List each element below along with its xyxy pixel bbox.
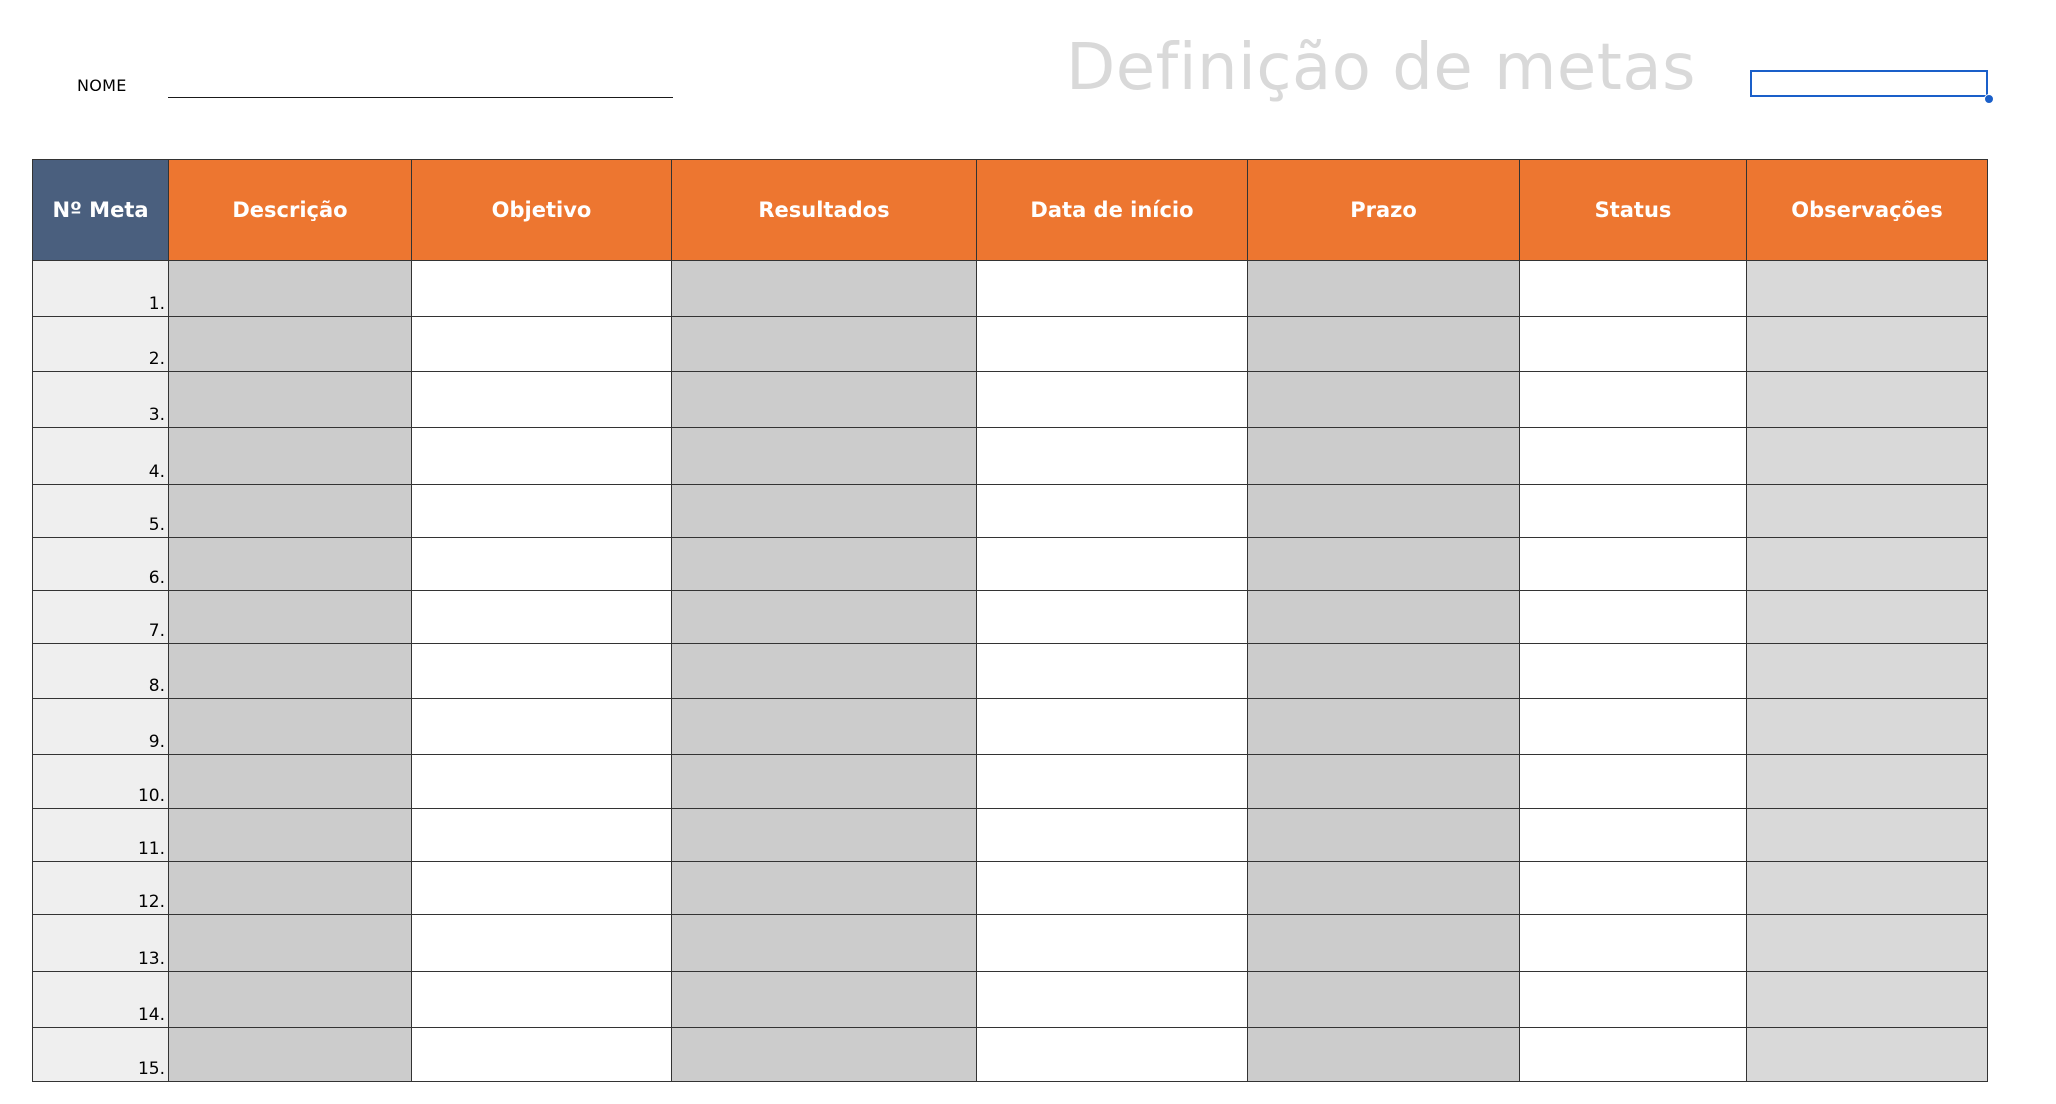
cell-status[interactable] — [1520, 372, 1747, 428]
cell-objetivo[interactable] — [412, 862, 672, 915]
cell-objetivo[interactable] — [412, 915, 672, 972]
cell-data-inicio[interactable] — [977, 809, 1248, 862]
column-header-num[interactable]: Nº Meta — [33, 160, 169, 261]
cell-observacoes[interactable] — [1747, 317, 1988, 372]
row-number-cell[interactable]: 15. — [33, 1028, 169, 1082]
table-row — [33, 862, 1988, 915]
cell-prazo[interactable] — [1248, 538, 1520, 591]
row-number-cell[interactable]: 3. — [33, 372, 169, 428]
cell-status[interactable] — [1520, 1028, 1747, 1082]
cell-resultados[interactable] — [672, 372, 977, 428]
table-row — [33, 538, 1988, 591]
table-row — [33, 261, 1988, 317]
cell-observacoes[interactable] — [1747, 862, 1988, 915]
cell-status[interactable] — [1520, 428, 1747, 485]
cell-resultados[interactable] — [672, 261, 977, 317]
cell-resultados[interactable] — [672, 591, 977, 644]
column-header-resultados[interactable]: Resultados — [672, 160, 977, 261]
cell-status[interactable] — [1520, 485, 1747, 538]
cell-observacoes[interactable] — [1747, 972, 1988, 1028]
cell-prazo[interactable] — [1248, 809, 1520, 862]
cell-resultados[interactable] — [672, 538, 977, 591]
cell-status[interactable] — [1520, 699, 1747, 755]
cell-resultados[interactable] — [672, 809, 977, 862]
cell-observacoes[interactable] — [1747, 428, 1988, 485]
cell-status[interactable] — [1520, 261, 1747, 317]
cell-resultados[interactable] — [672, 485, 977, 538]
cell-status[interactable] — [1520, 644, 1747, 699]
cell-observacoes[interactable] — [1747, 538, 1988, 591]
cell-descricao[interactable] — [169, 1028, 412, 1082]
table-row — [33, 809, 1988, 862]
cell-descricao[interactable] — [169, 862, 412, 915]
cell-status[interactable] — [1520, 809, 1747, 862]
row-number-cell[interactable]: 11. — [33, 809, 169, 862]
cell-status[interactable] — [1520, 862, 1747, 915]
cell-descricao[interactable] — [169, 591, 412, 644]
cell-prazo[interactable] — [1248, 699, 1520, 755]
cell-resultados[interactable] — [672, 644, 977, 699]
table-row — [33, 644, 1988, 699]
cell-descricao[interactable] — [169, 644, 412, 699]
cell-data-inicio[interactable] — [977, 755, 1248, 809]
column-header-observacoes[interactable]: Observações — [1747, 160, 1988, 261]
cell-descricao[interactable] — [169, 372, 412, 428]
cell-prazo[interactable] — [1248, 972, 1520, 1028]
cell-prazo[interactable] — [1248, 261, 1520, 317]
cell-resultados[interactable] — [672, 755, 977, 809]
row-number-cell[interactable]: 10. — [33, 755, 169, 809]
cell-resultados[interactable] — [672, 699, 977, 755]
table-row — [33, 699, 1988, 755]
cell-observacoes[interactable] — [1747, 755, 1988, 809]
page-title: Definição de metas — [1066, 31, 1696, 105]
cell-resultados[interactable] — [672, 972, 977, 1028]
cell-objetivo[interactable] — [412, 972, 672, 1028]
cell-observacoes[interactable] — [1747, 485, 1988, 538]
cell-objetivo[interactable] — [412, 755, 672, 809]
cell-resultados[interactable] — [672, 862, 977, 915]
row-number-cell[interactable]: 8. — [33, 644, 169, 699]
cell-data-inicio[interactable] — [977, 915, 1248, 972]
column-header-data-inicio[interactable]: Data de início — [977, 160, 1248, 261]
cell-descricao[interactable] — [169, 755, 412, 809]
cell-prazo[interactable] — [1248, 317, 1520, 372]
cell-observacoes[interactable] — [1747, 372, 1988, 428]
row-number-cell[interactable]: 5. — [33, 485, 169, 538]
table-row — [33, 1028, 1988, 1082]
cell-descricao[interactable] — [169, 915, 412, 972]
cell-resultados[interactable] — [672, 915, 977, 972]
cell-resultados[interactable] — [672, 1028, 977, 1082]
cell-prazo[interactable] — [1248, 485, 1520, 538]
cell-data-inicio[interactable] — [977, 261, 1248, 317]
cell-resultados[interactable] — [672, 317, 977, 372]
cell-observacoes[interactable] — [1747, 699, 1988, 755]
cell-status[interactable] — [1520, 755, 1747, 809]
cell-data-inicio[interactable] — [977, 591, 1248, 644]
cell-observacoes[interactable] — [1747, 591, 1988, 644]
cell-data-inicio[interactable] — [977, 485, 1248, 538]
cell-objetivo[interactable] — [412, 428, 672, 485]
cell-objetivo[interactable] — [412, 644, 672, 699]
selected-cell[interactable] — [1750, 70, 1988, 97]
table-row — [33, 428, 1988, 485]
row-number-cell[interactable]: 13. — [33, 915, 169, 972]
row-number-cell[interactable]: 12. — [33, 862, 169, 915]
cell-prazo[interactable] — [1248, 915, 1520, 972]
cell-descricao[interactable] — [169, 485, 412, 538]
cell-data-inicio[interactable] — [977, 317, 1248, 372]
row-number-cell[interactable]: 14. — [33, 972, 169, 1028]
cell-objetivo[interactable] — [412, 317, 672, 372]
name-label: NOME — [77, 76, 127, 95]
table-row — [33, 591, 1988, 644]
cell-prazo[interactable] — [1248, 591, 1520, 644]
cell-observacoes[interactable] — [1747, 644, 1988, 699]
cell-data-inicio[interactable] — [977, 428, 1248, 485]
cell-objetivo[interactable] — [412, 591, 672, 644]
cell-data-inicio[interactable] — [977, 862, 1248, 915]
cell-descricao[interactable] — [169, 317, 412, 372]
cell-status[interactable] — [1520, 591, 1747, 644]
header-row — [33, 160, 1988, 261]
cell-status[interactable] — [1520, 972, 1747, 1028]
cell-status[interactable] — [1520, 317, 1747, 372]
cell-prazo[interactable] — [1248, 372, 1520, 428]
cell-descricao[interactable] — [169, 809, 412, 862]
goals-table — [32, 159, 1988, 1082]
table-row — [33, 317, 1988, 372]
cell-objetivo[interactable] — [412, 699, 672, 755]
name-input-line[interactable] — [168, 97, 673, 98]
cell-observacoes[interactable] — [1747, 809, 1988, 862]
cell-prazo[interactable] — [1248, 644, 1520, 699]
cell-objetivo[interactable] — [412, 1028, 672, 1082]
cell-data-inicio[interactable] — [977, 538, 1248, 591]
cell-status[interactable] — [1520, 538, 1747, 591]
cell-data-inicio[interactable] — [977, 972, 1248, 1028]
column-header-status[interactable]: Status — [1520, 160, 1747, 261]
cell-observacoes[interactable] — [1747, 261, 1988, 317]
row-number-cell[interactable]: 7. — [33, 591, 169, 644]
cell-resultados[interactable] — [672, 428, 977, 485]
table-row — [33, 755, 1988, 809]
column-header-prazo[interactable]: Prazo — [1248, 160, 1520, 261]
cell-descricao[interactable] — [169, 428, 412, 485]
cell-data-inicio[interactable] — [977, 699, 1248, 755]
row-number-cell[interactable]: 1. — [33, 261, 169, 317]
cell-data-inicio[interactable] — [977, 1028, 1248, 1082]
cell-status[interactable] — [1520, 915, 1747, 972]
cell-descricao[interactable] — [169, 972, 412, 1028]
cell-objetivo[interactable] — [412, 809, 672, 862]
table-row — [33, 372, 1988, 428]
cell-prazo[interactable] — [1248, 755, 1520, 809]
cell-data-inicio[interactable] — [977, 372, 1248, 428]
cell-observacoes[interactable] — [1747, 915, 1988, 972]
column-header-objetivo[interactable]: Objetivo — [412, 160, 672, 261]
cell-objetivo[interactable] — [412, 372, 672, 428]
cell-descricao[interactable] — [169, 261, 412, 317]
cell-objetivo[interactable] — [412, 485, 672, 538]
cell-objetivo[interactable] — [412, 261, 672, 317]
column-header-descricao[interactable]: Descrição — [169, 160, 412, 261]
cell-data-inicio[interactable] — [977, 644, 1248, 699]
fill-handle[interactable] — [1984, 94, 1994, 104]
cell-descricao[interactable] — [169, 699, 412, 755]
cell-descricao[interactable] — [169, 538, 412, 591]
cell-prazo[interactable] — [1248, 862, 1520, 915]
row-number-cell[interactable]: 9. — [33, 699, 169, 755]
table-row — [33, 972, 1988, 1028]
cell-observacoes[interactable] — [1747, 1028, 1988, 1082]
cell-objetivo[interactable] — [412, 538, 672, 591]
row-number-cell[interactable]: 2. — [33, 317, 169, 372]
cell-prazo[interactable] — [1248, 1028, 1520, 1082]
row-number-cell[interactable]: 4. — [33, 428, 169, 485]
row-number-cell[interactable]: 6. — [33, 538, 169, 591]
table-row — [33, 915, 1988, 972]
table-row — [33, 485, 1988, 538]
cell-prazo[interactable] — [1248, 428, 1520, 485]
